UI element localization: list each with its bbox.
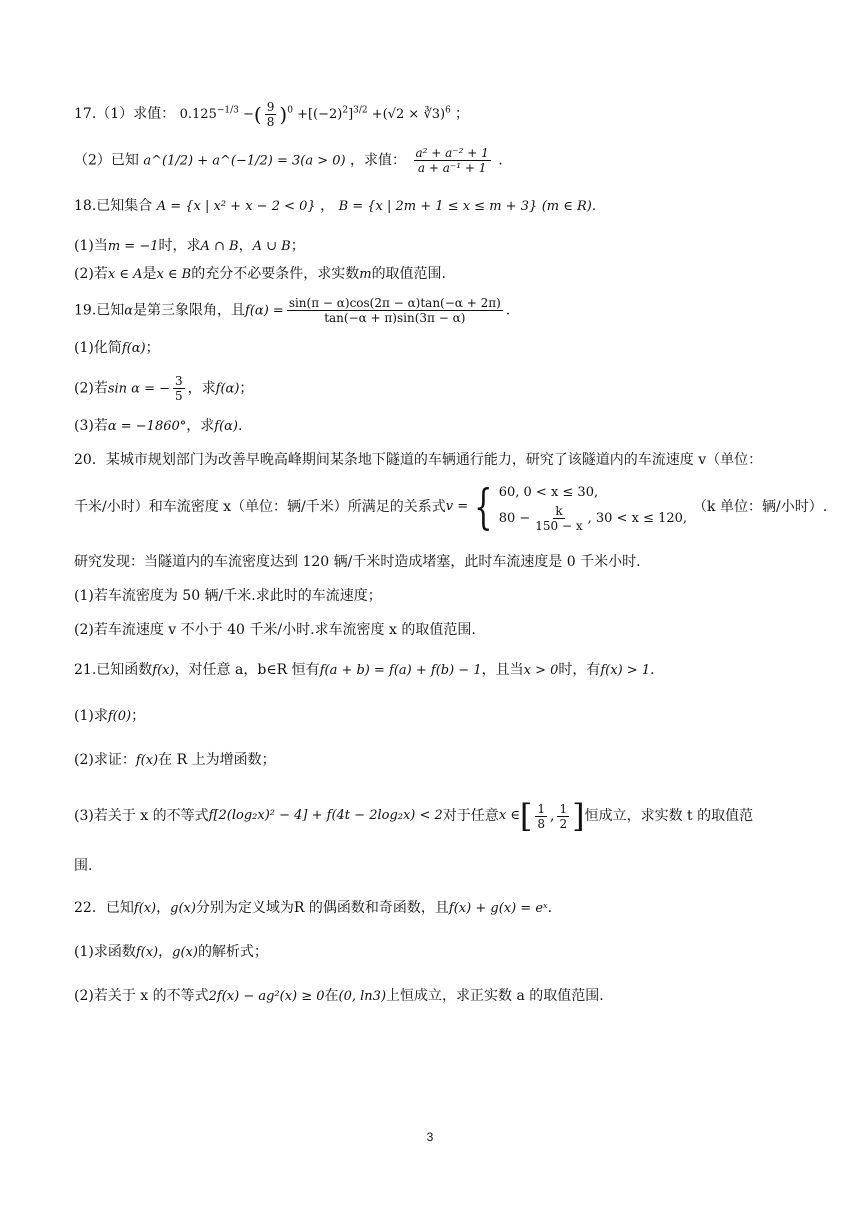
q20-item1-text: (1)若车流密度为 50 辆/千米.求此时的车流速度； xyxy=(74,588,382,604)
q18-2-b: x ∈ B xyxy=(156,267,192,282)
q19-prefix: 19.已知 xyxy=(74,302,125,319)
q18-setB: B = {x | 2m + 1 ≤ x ≤ m + 3} xyxy=(338,199,538,214)
q19-2-expr: sin α = − xyxy=(107,381,171,397)
q19-item1 xyxy=(74,338,804,359)
q19-3-prefix: (3)若 xyxy=(74,418,108,434)
q21-line1 xyxy=(74,660,804,681)
q22-1-end: 的解析式； xyxy=(197,944,268,960)
q20-v: v = xyxy=(445,499,469,514)
q20-item2-text: (2)若车流速度 v 不小于 40 千米/小时.求车流密度 x 的取值范围. xyxy=(74,622,476,638)
page-number: 3 xyxy=(426,1130,434,1144)
q21-mid2: ，且当 xyxy=(481,662,524,678)
q20-line2 xyxy=(74,476,828,538)
q18-2-end: 的取值范围. xyxy=(371,266,447,282)
q19-frac xyxy=(287,296,503,325)
q17-exp-a: −1/3 xyxy=(216,105,239,116)
q18-sep: ， xyxy=(320,198,335,214)
q17-expr-b: − xyxy=(243,107,254,122)
q21-1-f: f(0) xyxy=(107,709,132,724)
q22-end: . xyxy=(547,900,553,916)
q20-line1-text: 20．某城市规划部门为改善早晚高峰期间某条地下隧道的车辆通行能力，研究了该隧道内的车流速度 v（单位： xyxy=(74,452,763,468)
q17-rest3: +(√2 × ∛3) xyxy=(371,107,446,122)
q19-line1 xyxy=(74,296,804,325)
q21-frac2 xyxy=(557,802,569,831)
q21-item1 xyxy=(74,706,804,727)
q18-1-sep: ， xyxy=(238,238,253,254)
q21-2-prefix: (2)求证： xyxy=(74,752,136,768)
q20-2-end: （k 单位：辆/小时）. xyxy=(693,499,828,515)
q17-rest2: ] xyxy=(348,107,354,122)
q19-item3 xyxy=(74,416,804,437)
q20-brace: { xyxy=(474,479,493,535)
q22-1-g: g(x) xyxy=(172,945,198,960)
q21-bracket-open: [ xyxy=(519,797,533,835)
q17-expr xyxy=(179,100,455,129)
q21-f: f(x) xyxy=(152,663,175,678)
q17-line1 xyxy=(74,100,804,129)
q19-f: f(α) = xyxy=(245,303,284,319)
q22-line1 xyxy=(74,898,804,919)
q17-line2 xyxy=(74,146,804,175)
q20-case2-suffix: , 30 < x ≤ 120, xyxy=(587,510,688,526)
q20-line3-text: 研究发现：当隧道内的车流密度达到 120 辆/千米时造成堵塞，此时车流速度是 0 千米小时. xyxy=(74,554,641,570)
q19-2-mid: ，求 xyxy=(187,380,216,397)
q17-2-den: a + a⁻¹ + 1 xyxy=(417,161,487,175)
q19-num: sin(π − α)cos(2π − α)tan(−α + 2π) xyxy=(288,296,501,310)
q20-case2 xyxy=(499,504,687,533)
q19-mid: 是第三象限角，且 xyxy=(133,302,246,319)
q19-2-f: f(α) xyxy=(215,381,240,397)
q18-2-prefix: (2)若 xyxy=(74,266,108,282)
q18-end: (m ∈ R). xyxy=(541,199,596,214)
q19-3-end: . xyxy=(238,418,243,434)
q20-case2-den: 150 − x xyxy=(535,518,583,533)
q22-2-prefix: (2)若关于 x 的不等式 xyxy=(74,988,209,1004)
q17-2-end: . xyxy=(498,152,503,169)
q19-2-prefix: (2)若 xyxy=(74,380,108,397)
q19-1-f: f(α) xyxy=(121,341,146,356)
q17-2-frac xyxy=(414,146,491,175)
q17-2-num: a² + a⁻² + 1 xyxy=(415,146,489,160)
q19-3-expr: α = −1860° xyxy=(107,419,187,434)
q22-2-interval: (0, ln3) xyxy=(338,989,387,1004)
q21-d1: 8 xyxy=(537,816,546,831)
q17-2-prefix: （2）已知 xyxy=(74,152,139,169)
q19-1-prefix: (1)化简 xyxy=(74,340,122,356)
q17-exp-c: 2 xyxy=(342,105,349,116)
q18-item1 xyxy=(74,236,804,257)
q18-1-prefix: (1)当 xyxy=(74,238,108,254)
q21-bracket-close: ] xyxy=(572,797,585,835)
q18-line1 xyxy=(74,196,804,217)
q17-paren-close: ) xyxy=(279,102,288,127)
q22-2-end: 上恒成立，求正实数 a 的取值范围. xyxy=(386,988,604,1004)
q21-3-end: 恒成立，求实数 t 的取值范 xyxy=(584,808,754,824)
q21-item2 xyxy=(74,750,804,771)
q20-item1 xyxy=(74,586,804,606)
q18-2-a: x ∈ A xyxy=(107,267,143,282)
q22-prefix: 22．已知 xyxy=(74,900,134,916)
q22-eq: f(x) + g(x) = eˣ xyxy=(448,901,548,916)
q22-sep: ， xyxy=(156,900,171,916)
q21-item3-cont xyxy=(74,856,804,876)
q17-rest: +[(−2) xyxy=(297,107,343,122)
q19-2-den: 5 xyxy=(175,389,183,403)
q17-2-expr: a^(1/2) + a^(−1/2) = 3(a > 0) xyxy=(143,153,346,169)
q21-n2: 1 xyxy=(559,801,568,816)
q21-mid: ，对任意 a，b∈R 恒有 xyxy=(174,662,320,678)
q18-1-end: ； xyxy=(290,238,305,254)
q19-end: . xyxy=(505,302,511,319)
q17-frac xyxy=(265,100,277,129)
q18-1-cond: m = −1 xyxy=(107,239,159,254)
q18-setA: A = {x | x² + x − 2 < 0} xyxy=(156,199,316,214)
q17-exp-d: 3/2 xyxy=(353,105,368,116)
q22-mid: 分别为定义域为R 的偶函数和奇函数，且 xyxy=(195,900,449,916)
q17-frac-den: 8 xyxy=(266,115,275,129)
q21-3-mid: 对于任意 xyxy=(442,808,499,824)
q18-item2 xyxy=(74,264,804,285)
q19-2-end: ； xyxy=(239,380,254,397)
q21-1-end: ； xyxy=(131,708,146,724)
q19-1-end: ； xyxy=(145,340,160,356)
q19-item2 xyxy=(74,374,804,403)
q18-1-expr1: A ∩ B xyxy=(200,239,239,254)
q22-item1 xyxy=(74,942,804,963)
q17-expr-a: 0.125 xyxy=(179,107,217,122)
q17-prefix: 17.（1）求值： xyxy=(74,106,176,122)
q21-2-end: 在 R 上为增函数； xyxy=(158,752,276,768)
q22-2-expr: 2f(x) − ag²(x) ≥ 0 xyxy=(208,989,325,1004)
q17-frac-num: 9 xyxy=(266,100,275,114)
q21-3-expr: f[2(log₂x)² − 4] + f(4t − 2log₂x) < 2 xyxy=(208,808,443,823)
q21-1-prefix: (1)求 xyxy=(74,708,108,724)
q22-1-f: f(x) xyxy=(135,945,159,960)
q20-cases xyxy=(499,482,687,533)
q22-1-prefix: (1)求函数 xyxy=(74,944,136,960)
q20-item2 xyxy=(74,620,804,640)
q21-frac1 xyxy=(535,802,547,831)
q19-2-frac xyxy=(173,374,185,403)
q21-3-prefix: (3)若关于 x 的不等式 xyxy=(74,808,209,824)
q19-2-num: 3 xyxy=(175,374,183,388)
q18-2-var: m xyxy=(359,267,372,282)
q18-1-expr2: A ∪ B xyxy=(252,239,291,254)
q17-exp-e: 6 xyxy=(445,105,451,116)
q20-line1 xyxy=(74,450,804,470)
q21-3-x: x ∈ xyxy=(498,808,520,823)
q19-3-mid: ，求 xyxy=(186,418,215,434)
q21-cond: x > 0 xyxy=(523,663,559,678)
q22-f: f(x) xyxy=(133,901,157,916)
q20-2-prefix: 千米/小时）和车流密度 x（单位：辆/千米）所满足的关系式 xyxy=(74,499,446,515)
q21-n1: 1 xyxy=(537,801,546,816)
q20-line3 xyxy=(74,552,804,572)
q18-2-mid2: 的充分不必要条件，求实数 xyxy=(191,266,360,282)
q17-end: ； xyxy=(454,106,469,122)
q17-paren-open: ( xyxy=(253,102,262,127)
q21-3-cont: 围. xyxy=(74,858,93,874)
q18-2-mid: 是 xyxy=(142,266,157,282)
q20-case1: 60, 0 < x ≤ 30, xyxy=(498,484,599,500)
q22-1-sep: ， xyxy=(158,944,173,960)
q21-ineq: f(x) > 1 xyxy=(600,663,651,678)
q22-2-mid: 在 xyxy=(324,988,339,1004)
q21-prefix: 21.已知函数 xyxy=(74,662,153,678)
q18-1-mid: 时，求 xyxy=(158,238,201,254)
q18-prefix: 18.已知集合 xyxy=(74,198,153,214)
q17-2-mid: ，求值： xyxy=(350,152,407,169)
q20-case2-num: k xyxy=(555,503,563,518)
q19-3-f: f(α) xyxy=(214,419,238,434)
q21-item3: (3)若关于 x 的不等式 f[2(log₂x)² − 4] + f(4t − 2log₂x) < 2 对于任意 x ∈ [ $\frac{1}{8}$ , $\frac{1}{2}$ ] 恒成立，求实数 t 的取值范 xyxy=(74,797,754,835)
q20-case2-frac xyxy=(533,504,584,533)
q21-2-f: f(x) xyxy=(135,753,159,768)
q21-d2: 2 xyxy=(559,816,568,831)
q22-item2 xyxy=(74,986,804,1007)
q21-mid3: 时，有 xyxy=(558,662,601,678)
q17-exp-b: 0 xyxy=(287,105,293,116)
q20-case2-prefix: 80 − xyxy=(498,510,531,526)
q21-eq: f(a + b) = f(a) + f(b) − 1 xyxy=(319,663,482,678)
q22-g: g(x) xyxy=(170,901,196,916)
q21-end: . xyxy=(650,662,655,678)
q19-den: tan(−α + π)sin(3π − α) xyxy=(324,311,466,325)
q19-alpha: α xyxy=(124,303,134,319)
